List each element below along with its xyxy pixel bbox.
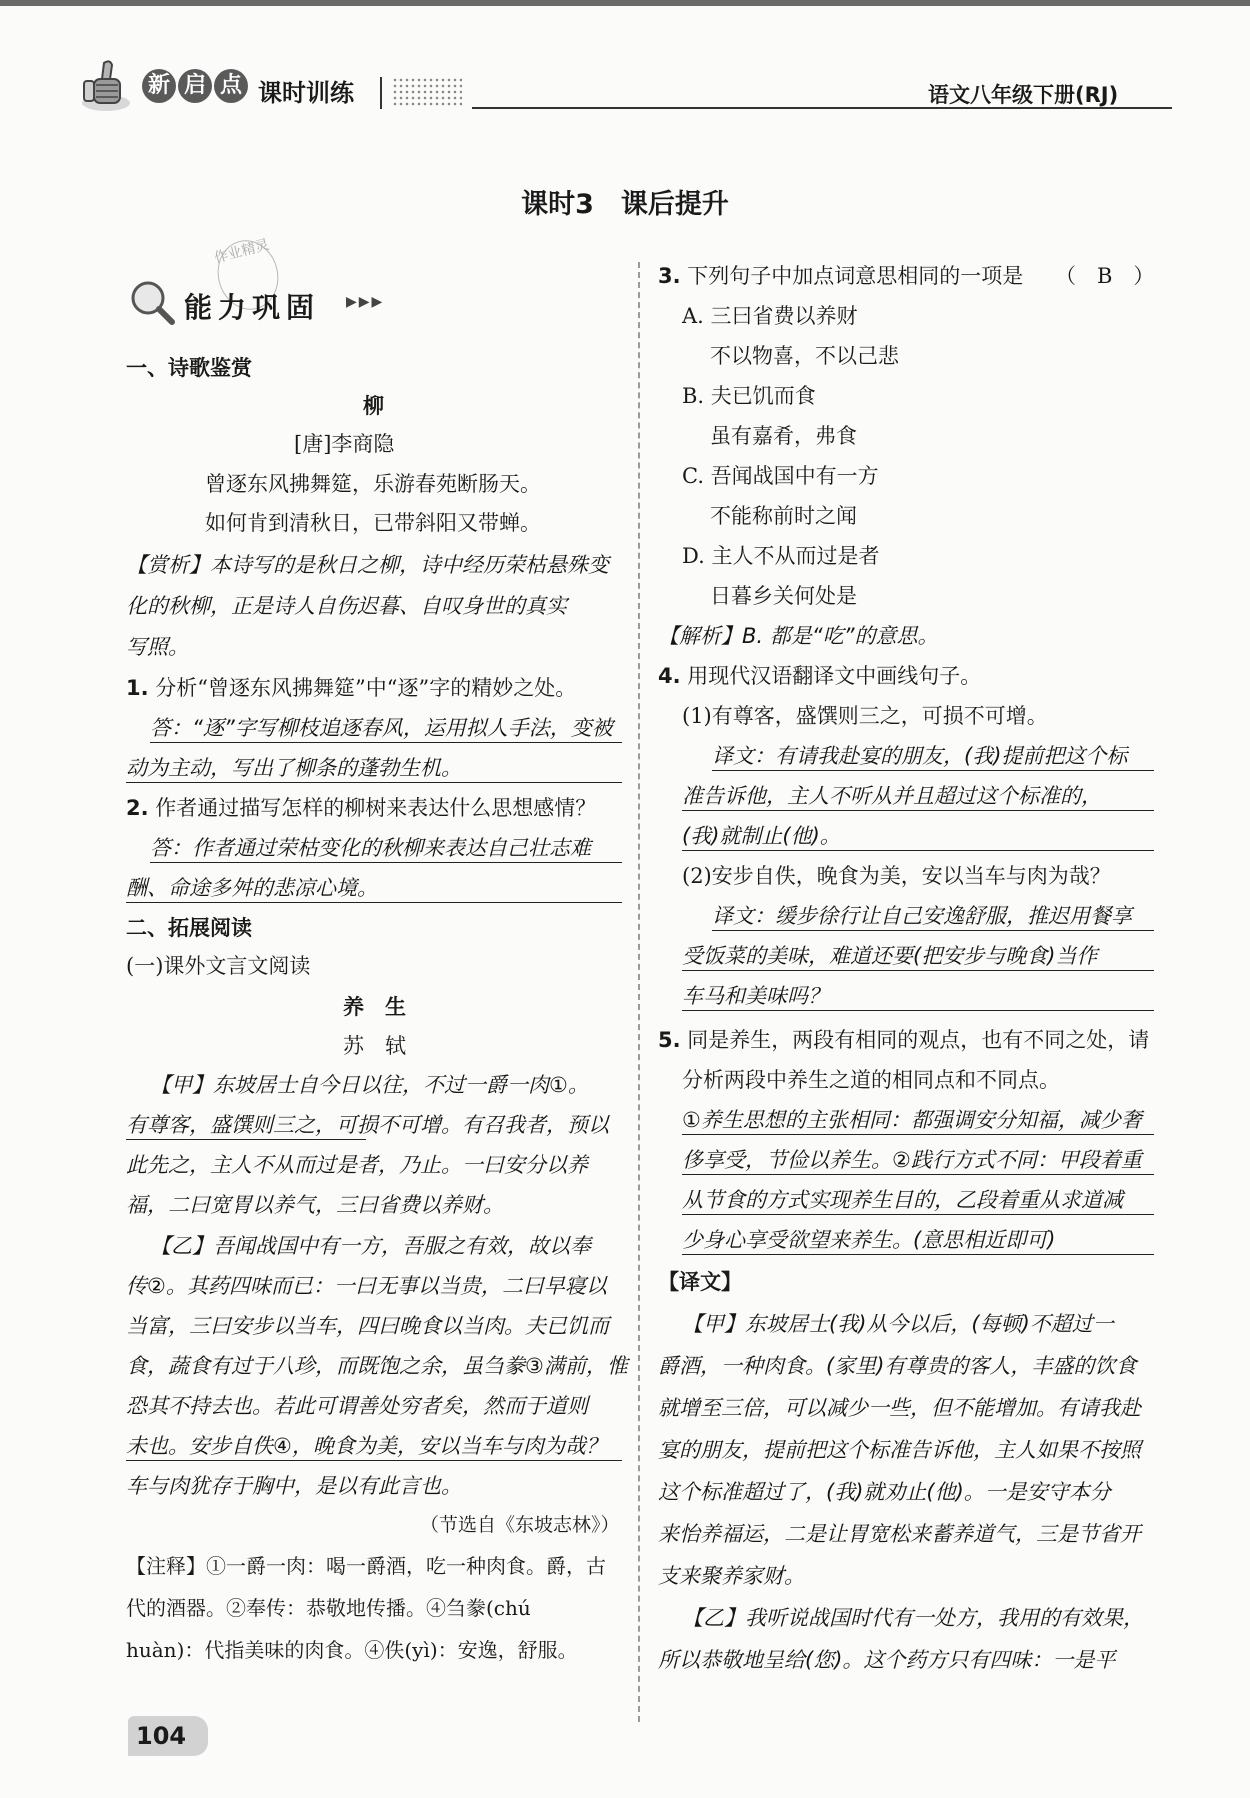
- option-line: B. 夫已饥而食: [682, 384, 816, 408]
- answer-line: 译文：缓步徐行让自己安逸舒服，推迟用餐享: [712, 906, 1154, 931]
- essay-line: 福，二曰宽胃以养气，三曰省费以养财。: [126, 1193, 504, 1217]
- subsection-title: (一)课外文言文阅读: [126, 954, 311, 978]
- sentence-2: (2)安步自佚，晚食为美，安以当车与肉为哉？: [682, 864, 1111, 888]
- appreciation-line: 写照。: [126, 635, 189, 659]
- banner-arrows: ▶▶▶: [346, 294, 385, 310]
- stamp: 作业精灵: [210, 233, 286, 316]
- section-banner: [128, 278, 418, 328]
- answer-line: 答：“逐”字写柳枝追逐春风，运用拟人手法，变被: [150, 718, 622, 743]
- translation-line: 爵酒，一种肉食。(家里)有尊贵的客人，丰盛的饮食: [658, 1354, 1137, 1378]
- essay-source: （节选自《东坡志林》）: [420, 1514, 620, 1536]
- question-5: [658, 1030, 1149, 1051]
- answer-line: 准告诉他，主人不听从并且超过这个标准的，: [682, 786, 1154, 811]
- brand-badge-2: 启: [178, 69, 212, 103]
- part2-title: 二、拓展阅读: [126, 916, 252, 940]
- essay-author: 苏 轼: [343, 1034, 406, 1058]
- brand-badge-3: 点: [214, 69, 248, 103]
- answer-line: 答：作者通过荣枯变化的秋柳来表达自己壮志难: [150, 838, 622, 863]
- option-line: D. 主人不从而过是者: [682, 544, 880, 568]
- option-line: C. 吾闻战国中有一方: [682, 464, 879, 488]
- notes-line: 代的酒器。②奉传：恭敬地传播。④刍豢(chú: [126, 1596, 531, 1620]
- translation-line: 【乙】我听说战国时代有一处方，我用的有效果，: [682, 1606, 1144, 1630]
- column-divider: [638, 262, 640, 1722]
- option-line: A. 三曰省费以养财: [682, 304, 858, 328]
- essay-line: 车与肉犹存于胸中，是以有此言也。: [126, 1474, 462, 1498]
- question-text: 分析“曾逐东风拂舞筵”中“逐”字的精妙之处。: [155, 676, 577, 700]
- translation-title: 【译文】: [658, 1270, 742, 1294]
- header-divider: [380, 77, 382, 109]
- translation-line: 来怡养福运，二是让胃宽松来蓄养道气，三是节省开: [658, 1522, 1141, 1546]
- question-text-line: 分析两段中养生之道的相同点和不同点。: [682, 1068, 1060, 1092]
- essay-line: 当富，三曰安步以当车，四曰晚食以当肉。夫已饥而: [126, 1314, 609, 1338]
- part1-title: 一、诗歌鉴赏: [126, 356, 252, 380]
- question-number: 5.: [658, 1028, 681, 1052]
- translation-line: 所以恭敬地呈给(您)。这个药方只有四味：一是平: [658, 1648, 1116, 1672]
- sentence-1: (1)有尊客，盛馔则三之，可损不可增。: [682, 704, 1048, 728]
- answer-line: 酬、命途多舛的悲凉心境。: [126, 878, 622, 903]
- magnifier-icon: [128, 278, 176, 326]
- notes-line: huàn)：代指美味的肉食。④佚(yì)：安逸，舒服。: [126, 1638, 578, 1662]
- book-title: 语文八年级下册(RJ): [928, 83, 1119, 107]
- series-title: 课时训练: [258, 79, 354, 107]
- header: [80, 55, 1170, 115]
- question-1: [126, 678, 576, 699]
- page-title: 课时3 课后提升: [521, 189, 729, 220]
- option-line: 不能称前时之闻: [710, 504, 857, 528]
- poem-line: 曾逐东风拂舞筵，乐游春苑断肠天。: [205, 472, 541, 496]
- question-4: [658, 666, 981, 687]
- question-text: 用现代汉语翻译文中画线句子。: [687, 664, 982, 688]
- header-dots: [392, 77, 462, 107]
- answer-line: 动为主动，写出了柳条的蓬勃生机。: [126, 758, 622, 783]
- answer-line: 车马和美味吗？: [682, 986, 1154, 1011]
- poem-author: [唐]李商隐: [294, 432, 395, 456]
- answer-line: 侈享受，节俭以养生。②践行方式不同：甲段着重: [682, 1150, 1154, 1175]
- brand-badge-1: 新: [142, 69, 176, 103]
- translation-line: 就增至三倍，可以减少一些，但不能增加。有请我赴: [658, 1396, 1141, 1420]
- thumbs-up-icon: [80, 57, 134, 113]
- appreciation-line: 【赏析】本诗写的是秋日之柳，诗中经历荣枯悬殊变: [126, 553, 609, 577]
- question-number: 3.: [658, 264, 681, 288]
- answer-line: ①养生思想的主张相同：都强调安分知福，减少奢: [682, 1110, 1154, 1135]
- essay-line: 食，蔬食有过于八珍，而既饱之余，虽刍豢③满前，惟: [126, 1354, 628, 1378]
- essay-title: 养 生: [343, 994, 406, 1019]
- essay-line-underlined: 有尊客，盛馔则三之，可损不可增。有召我者，预以: [126, 1115, 366, 1140]
- question-text: 作者通过描写怎样的柳树来表达什么思想感情？: [155, 796, 597, 820]
- option-line: 日暮乡关何处是: [710, 584, 857, 608]
- answer-line: 受饭菜的美味，难道还要(把安步与晚食)当作: [682, 946, 1154, 971]
- analysis: 【解析】B. 都是“吃”的意思。: [658, 624, 939, 648]
- option-line: 虽有嘉肴，弗食: [710, 424, 857, 448]
- question-text: 下列句子中加点词意思相同的一项是: [687, 264, 1024, 288]
- question-number: 1.: [126, 676, 149, 700]
- translation-line: 【甲】东坡居士(我)从今以后，(每顿)不超过一: [682, 1312, 1114, 1336]
- essay-line: 【甲】东坡居士自今日以往，不过一爵一肉①。: [150, 1073, 589, 1097]
- scan-top-edge: [0, 0, 1250, 6]
- poem-title: 柳: [363, 393, 384, 418]
- answer-line: 译文：有请我赴宴的朋友，(我)提前把这个标: [712, 746, 1154, 771]
- essay-line: 传②。其药四味而已：一曰无事以当贵，二曰早寝以: [126, 1274, 607, 1298]
- answer-line: 少身心享受欲望来养生。(意思相近即可): [682, 1230, 1154, 1255]
- banner-text: 能力巩固: [184, 291, 321, 324]
- translation-line: 宴的朋友，提前把这个标准告诉他，主人如果不按照: [658, 1438, 1141, 1462]
- question-2: [126, 798, 596, 819]
- answer-line: (我)就制止(他)。: [682, 826, 1154, 851]
- essay-line: 【乙】吾闻战国中有一方，吾服之有效，故以奉: [150, 1234, 591, 1258]
- answer-bracket: （ B ）: [1055, 264, 1155, 288]
- page-number: 104: [136, 1722, 187, 1750]
- question-text: 同是养生，两段有相同的观点，也有不同之处，请: [687, 1028, 1150, 1052]
- essay-line: 此先之，主人不从而过是者，乃止。一曰安分以养: [126, 1153, 588, 1177]
- poem-line: 如何肯到清秋日，已带斜阳又带蝉。: [205, 511, 541, 535]
- essay-line-underlined: 未也。安步自佚④，晚食为美，安以当车与肉为哉？: [126, 1436, 622, 1461]
- translation-line: 支来聚养家财。: [658, 1564, 805, 1588]
- question-number: 2.: [126, 796, 149, 820]
- question-3: [658, 266, 1023, 287]
- question-number: 4.: [658, 664, 681, 688]
- appreciation-line: 化的秋柳，正是诗人自伤迟暮、自叹身世的真实: [126, 594, 567, 618]
- option-line: 不以物喜，不以己悲: [710, 344, 899, 368]
- essay-line: 恐其不持去也。若此可谓善处穷者矣，然而于道则: [126, 1394, 588, 1418]
- translation-line: 这个标准超过了，(我)就劝止(他)。一是安守本分: [658, 1480, 1111, 1504]
- answer-line: 从节食的方式实现养生目的，乙段着重从求道减: [682, 1190, 1154, 1215]
- notes-line: 【注释】①一爵一肉：喝一爵酒，吃一种肉食。爵，古: [126, 1554, 606, 1578]
